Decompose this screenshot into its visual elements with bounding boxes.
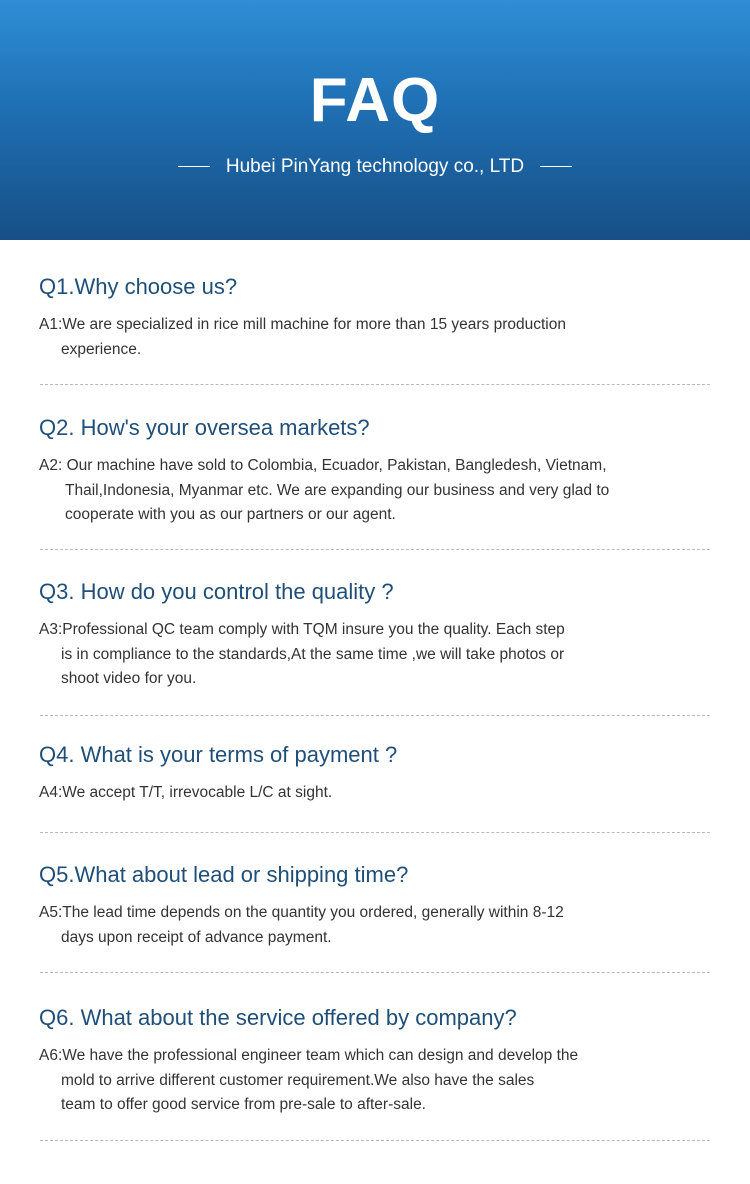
- answer-line: shoot video for you.: [61, 670, 197, 687]
- answer-line: days upon receipt of advance payment.: [61, 928, 332, 946]
- faq-answer-3: [39, 618, 679, 692]
- page-title: FAQ: [309, 66, 441, 135]
- answer-line: mold to arrive different customer requirement.We also have the sales: [61, 1071, 535, 1089]
- header-banner: [0, 0, 750, 240]
- answer-line: A2: Our machine have sold to Colombia, Ecuador, Pakistan, Bangledesh, Vietnam,: [39, 457, 607, 474]
- faq-answer-6: [39, 1044, 679, 1118]
- faq-question-5: Q5.What about lead or shipping time?: [39, 862, 409, 887]
- faq-answer-5: [39, 901, 679, 950]
- answer-line: experience.: [61, 340, 142, 358]
- answer-line: is in compliance to the standards,At the same time ,we will take photos or: [61, 645, 565, 663]
- faq-answer-1: [39, 313, 679, 362]
- divider: [40, 384, 710, 385]
- answer-line: A1:We are specialized in rice mill machine for more than 15 years production: [39, 316, 566, 333]
- answer-line: A5:The lead time depends on the quantity you ordered, generally within 8-12: [39, 904, 564, 921]
- answer-line: team to offer good service from pre-sale to after-sale.: [61, 1096, 426, 1113]
- answer-line: Thail,Indonesia, Myanmar etc. We are expanding our business and very glad to: [65, 481, 610, 499]
- subtitle-right-rule: [540, 166, 572, 167]
- answer-line: cooperate with you as our partners or our agent.: [65, 506, 396, 523]
- answer-line: A3:Professional QC team comply with TQM insure you the quality. Each step: [39, 621, 565, 638]
- faq-answer-2: [39, 454, 679, 528]
- faq-question-6: Q6. What about the service offered by company?: [39, 1005, 517, 1030]
- subtitle-left-rule: [178, 166, 210, 167]
- answer-line: A4:We accept T/T, irrevocable L/C at sight.: [39, 784, 333, 801]
- faq-question-4: Q4. What is your terms of payment ?: [39, 742, 398, 767]
- company-subtitle: [0, 154, 750, 180]
- divider: [40, 832, 710, 833]
- faq-question-1: Q1.Why choose us?: [39, 274, 238, 299]
- answer-line: A6:We have the professional engineer team which can design and develop the: [39, 1047, 579, 1064]
- divider: [40, 715, 710, 716]
- company-name: Hubei PinYang technology co., LTD: [225, 156, 525, 177]
- divider: [40, 549, 710, 550]
- faq-question-2: Q2. How's your oversea markets?: [39, 415, 370, 440]
- divider: [40, 1140, 710, 1141]
- divider: [40, 972, 710, 973]
- faq-question-3: Q3. How do you control the quality ?: [39, 579, 394, 604]
- faq-answer-4: [39, 781, 679, 806]
